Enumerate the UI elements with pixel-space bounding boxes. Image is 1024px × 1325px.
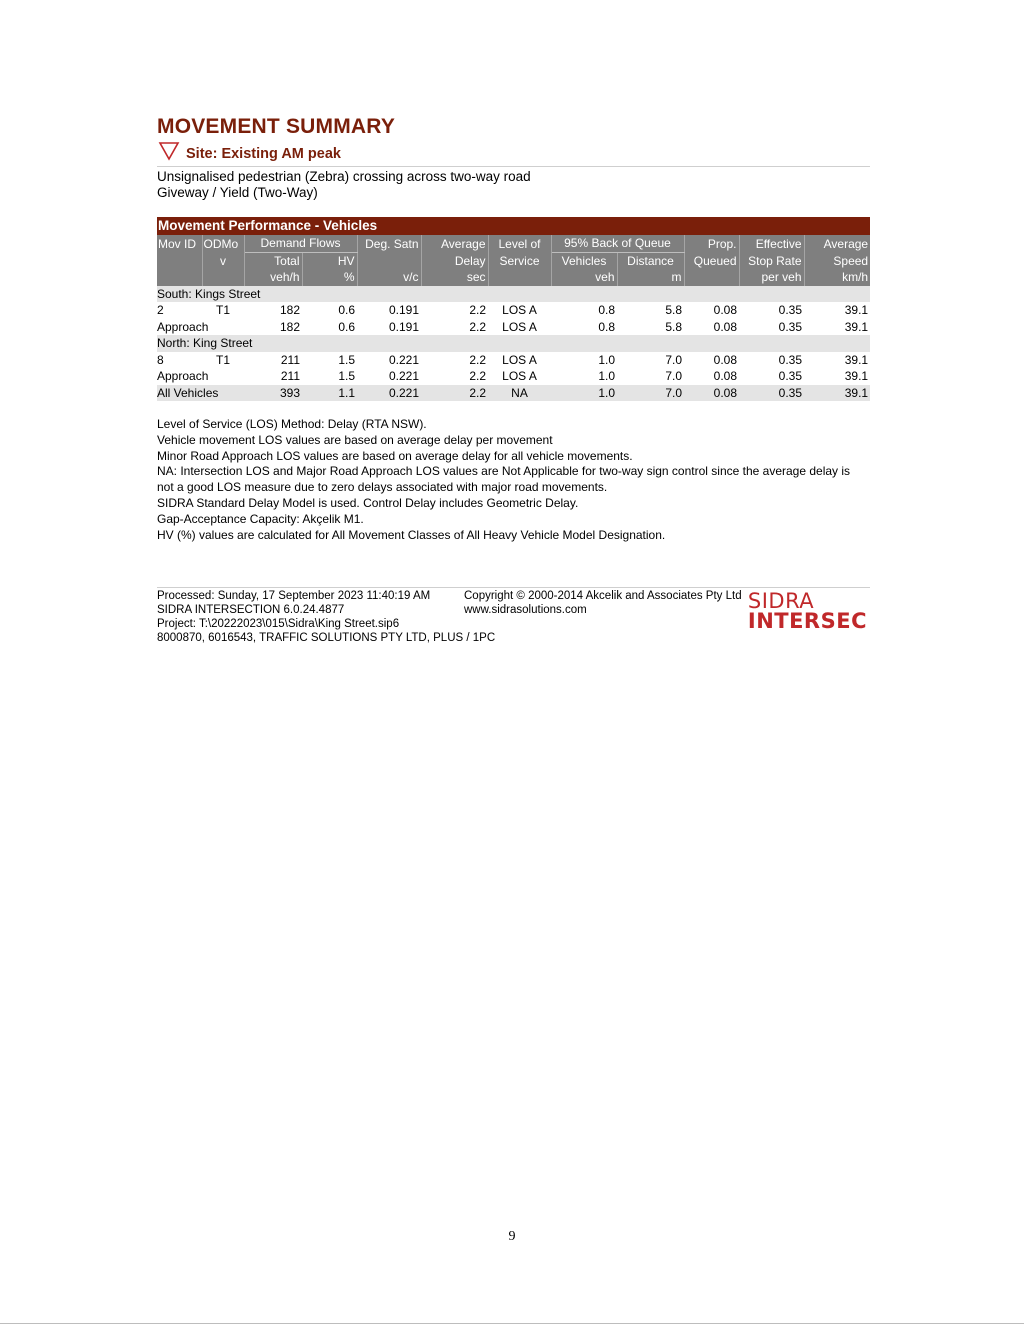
note-item: SIDRA Standard Delay Model is used. Control Delay includes Geometric Delay. <box>157 495 579 510</box>
copyright: Copyright © 2000-2014 Akcelik and Associates Pty Ltd <box>464 590 742 603</box>
unit-stop-rate: per veh <box>739 269 804 286</box>
report-page <box>157 114 870 648</box>
cell-deg-satn: 0.221 <box>388 352 419 367</box>
cell-los: LOS A <box>502 352 537 367</box>
movement-performance-table <box>157 217 870 401</box>
col-header-queued: Queued <box>684 252 739 269</box>
cell-total: 211 <box>280 369 300 384</box>
site-description: Unsignalised pedestrian (Zebra) crossing across two-way road <box>157 169 531 184</box>
table-row-all-vehicles <box>157 385 870 402</box>
cell-stop-rate: 0.35 <box>778 369 802 384</box>
cell-queue-distance: 7.0 <box>617 385 684 402</box>
cell-hv: 1.1 <box>302 385 357 402</box>
logo-line-2: INTERSEC <box>747 609 867 634</box>
cell-deg-satn: 0.221 <box>388 369 419 384</box>
note-item: HV (%) values are calculated for All Movement Classes of All Heavy Vehicle Model Designation. <box>157 527 666 542</box>
col-header-average-speed: Average <box>804 235 870 252</box>
unit-total: veh/h <box>244 269 302 286</box>
col-header-odmo: ODMo <box>202 235 244 252</box>
cell-queue-vehicles: 1.0 <box>551 385 617 402</box>
cell-odmo: T1 <box>215 352 230 367</box>
unit-deg-satn: v/c <box>357 269 421 286</box>
cell-los: NA <box>488 385 551 402</box>
cell-speed: 39.1 <box>804 385 870 402</box>
col-header-total: Total <box>244 252 302 269</box>
project-path: Project: T:\20222023\015\Sidra\King Street.sip6 <box>157 618 400 631</box>
note-item: NA: Intersection LOS and Major Road Approach LOS values are Not Applicable for two-way sign control since the average delay is not a good LOS measure due to zero delays associated with major road movements. <box>157 464 851 495</box>
cell-hv: 1.5 <box>338 369 355 384</box>
site-name: Site: Existing AM peak <box>186 146 341 162</box>
cell-delay: 2.2 <box>469 319 486 334</box>
logo-line-1: SIDRA <box>747 589 815 614</box>
cell-queue-vehicles: 1.0 <box>598 369 615 384</box>
section-header: North: King Street <box>157 335 870 352</box>
unit-distance: m <box>617 269 684 286</box>
cell-speed: 39.1 <box>844 319 869 334</box>
col-header-odmo-v: v <box>202 252 244 269</box>
page-divider <box>0 1323 1024 1324</box>
cell-hv: 0.6 <box>338 319 355 334</box>
software-version: SIDRA INTERSECTION 6.0.24.4877 <box>157 604 345 617</box>
col-header-distance: Distance <box>617 252 684 269</box>
table-title: Movement Performance - Vehicles <box>157 217 870 235</box>
page-number: 9 <box>508 1229 516 1244</box>
sidra-logo <box>747 589 867 634</box>
cell-total: 393 <box>244 385 302 402</box>
cell-delay: 2.2 <box>469 352 486 367</box>
cell-delay: 2.2 <box>469 303 486 318</box>
processed-timestamp: Processed: Sunday, 17 September 2023 11:40:19 AM <box>157 590 431 603</box>
cell-queue-distance: 7.0 <box>665 369 682 384</box>
report-footer <box>157 587 870 648</box>
table-row <box>157 368 870 385</box>
cell-los: LOS A <box>502 303 537 318</box>
yield-sign-icon <box>158 141 180 161</box>
table-row <box>157 319 870 336</box>
col-header-effective-stop-rate: Effective <box>739 235 804 252</box>
cell-prop-queued: 0.08 <box>713 369 737 384</box>
cell-odmo: T1 <box>215 303 230 318</box>
cell-speed: 39.1 <box>844 369 869 384</box>
col-header-level-of-service: Level of <box>488 235 551 252</box>
cell-queue-distance: 7.0 <box>665 352 682 367</box>
website-link[interactable]: www.sidrasolutions.com <box>464 604 587 617</box>
cell-stop-rate: 0.35 <box>739 385 804 402</box>
cell-prop-queued: 0.08 <box>713 352 737 367</box>
col-header-hv: HV <box>302 252 357 269</box>
cell-stop-rate: 0.35 <box>778 303 802 318</box>
col-header-delay: Delay <box>421 252 488 269</box>
cell-los: LOS A <box>502 369 537 384</box>
col-header-demand-flows: Demand Flows <box>244 235 357 252</box>
col-header-stop-rate: Stop Rate <box>739 252 804 269</box>
notes <box>157 417 870 543</box>
unit-speed: km/h <box>804 269 870 286</box>
cell-mov-id: All Vehicles <box>157 385 244 402</box>
cell-queue-distance: 5.8 <box>665 303 682 318</box>
cell-hv: 0.6 <box>338 303 355 318</box>
col-header-service: Service <box>488 252 551 269</box>
cell-mov-id: Approach <box>157 369 209 384</box>
cell-prop-queued: 0.08 <box>713 319 737 334</box>
note-item: Level of Service (LOS) Method: Delay (RTA NSW). <box>157 417 427 431</box>
cell-queue-vehicles: 0.8 <box>598 303 615 318</box>
cell-deg-satn: 0.221 <box>357 385 421 402</box>
cell-delay: 2.2 <box>421 385 488 402</box>
table-row <box>157 302 870 319</box>
cell-queue-distance: 5.8 <box>665 319 682 334</box>
col-header-back-of-queue: 95% Back of Queue <box>551 235 684 252</box>
col-header-deg-satn: Deg. Satn <box>357 235 421 252</box>
note-item: Minor Road Approach LOS values are based on average delay for all vehicle movements. <box>157 448 633 463</box>
unit-vehicles: veh <box>551 269 617 286</box>
cell-mov-id: Approach <box>157 319 209 334</box>
cell-queue-vehicles: 1.0 <box>598 352 615 367</box>
cell-stop-rate: 0.35 <box>778 319 802 334</box>
page-title: MOVEMENT SUMMARY <box>157 115 396 138</box>
col-header-average-delay: Average <box>421 235 488 252</box>
licence-info: 8000870, 6016543, TRAFFIC SOLUTIONS PTY LTD, PLUS / 1PC <box>157 632 496 645</box>
cell-mov-id: 2 <box>157 303 164 318</box>
cell-prop-queued: 0.08 <box>684 385 739 402</box>
cell-delay: 2.2 <box>469 369 486 384</box>
col-header-prop-queued: Prop. <box>684 235 739 252</box>
col-header-vehicles: Vehicles <box>551 252 617 269</box>
cell-queue-vehicles: 0.8 <box>598 319 615 334</box>
cell-total: 211 <box>280 352 300 367</box>
site-control-type: Giveway / Yield (Two-Way) <box>157 185 318 200</box>
cell-deg-satn: 0.191 <box>388 303 419 318</box>
site-header <box>157 140 870 167</box>
cell-total: 182 <box>279 319 300 334</box>
cell-hv: 1.5 <box>338 352 355 367</box>
cell-prop-queued: 0.08 <box>713 303 737 318</box>
col-header-speed: Speed <box>804 252 870 269</box>
cell-speed: 39.1 <box>844 352 869 367</box>
unit-hv: % <box>302 269 357 286</box>
section-header: South: Kings Street <box>157 286 870 303</box>
cell-total: 182 <box>279 303 300 318</box>
cell-speed: 39.1 <box>844 303 869 318</box>
cell-mov-id: 8 <box>157 352 164 367</box>
col-header-mov-id: Mov ID <box>157 235 202 252</box>
note-item: Vehicle movement LOS values are based on average delay per movement <box>157 432 553 447</box>
cell-los: LOS A <box>502 319 537 334</box>
cell-deg-satn: 0.191 <box>388 319 419 334</box>
table-row <box>157 352 870 369</box>
note-item: Gap-Acceptance Capacity: Akçelik M1. <box>157 511 364 526</box>
unit-delay: sec <box>421 269 488 286</box>
cell-stop-rate: 0.35 <box>778 352 802 367</box>
